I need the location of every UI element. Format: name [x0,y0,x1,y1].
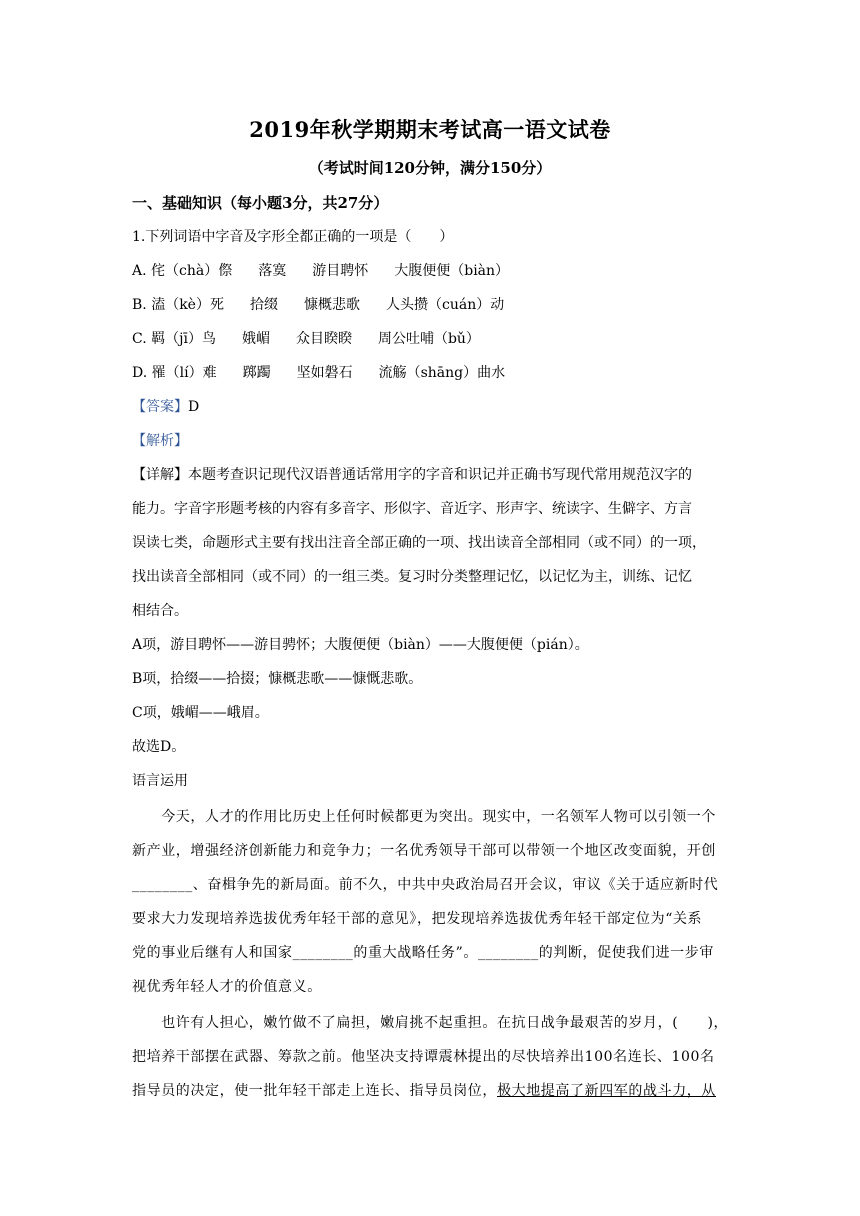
passage-line: 新产业，增强经济创新能力和竞争力；一名优秀领导干部可以带领一个地区改变面貌，开创 [132,843,716,859]
option-word: 踯躅 [242,365,271,381]
passage-line: ________、奋楫争先的新局面。前不久，中共中央政治局召开会议，审议《关于适应新时代 [132,877,719,893]
option-word: 罹（lí）难 [151,365,217,381]
option-label: B. [132,297,152,313]
question-stem: 1.下列词语中字音及字形全都正确的一项是（ ） [132,229,454,245]
detail-line: 相结合。 [132,603,188,619]
option-word: 侘（chà）傺 [151,263,233,279]
passage-line: 也许有人担心，嫩竹做不了扁担，嫩肩挑不起重担。在抗日战争最艰苦的岁月，( )， [132,1015,729,1031]
detail-line: 找出读音全部相同（或不同）的一组三类。复习时分类整理记忆，以记忆为主，训练、记忆 [132,569,692,585]
detail-line [132,464,692,484]
passage-line: 把培养干部摆在武器、筹款之前。他坚决支持谭震林提出的尽快培养出100名连长、100名 [132,1049,715,1065]
section-heading: 一、基础知识（每小题3分，共27分） [132,194,389,212]
answer-value: D [188,399,200,415]
option-word: 娥嵋 [241,331,270,347]
passage-line: 视优秀年轻人才的价值意义。 [132,979,322,995]
option-word: 周公吐哺（bǔ） [377,331,480,347]
section-language: 语言运用 [132,773,188,789]
option-word: 羁（jī）鸟 [151,331,216,347]
analysis-tag: 【解析】 [132,433,188,449]
note-line: A项，游目聘怀——游目骋怀；大腹便便（biàn）——大腹便便（pián）。 [132,637,589,653]
analysis-line [132,430,188,450]
passage-line [132,1080,732,1100]
option-a [132,260,535,280]
option-d [132,362,531,382]
detail-line: 能力。字音字形题考核的内容有多音字、形似字、音近字、形声字、统读字、生僻字、方言 [132,501,692,517]
option-word: 游目聘怀 [312,263,369,279]
option-word: 慷概悲歌 [303,297,360,313]
option-word: 大腹便便（biàn） [394,263,510,279]
option-word: 众目睽睽 [295,331,352,347]
detail-text: 本题考查识记现代汉语普通话常用字的字音和识记并正确书写现代常用规范汉字的 [188,467,692,483]
option-label: A. [132,263,152,279]
option-c [132,328,506,348]
note-line: C项，娥嵋——峨眉。 [132,705,269,721]
passage-text: 指导员的决定，使一批年轻干部走上连长、指导员岗位， [132,1083,497,1099]
underlined-text: 极大地提高了新四军的战斗力，从 [497,1083,716,1099]
option-label: D. [132,365,152,381]
passage-line: 党的事业后继有人和国家________的重大战略任务”。________的判断，促使我们进一步审 [132,945,714,961]
option-word: 人头攒（cuán）动 [385,297,505,313]
answer-line [132,396,199,416]
answer-tag: 【答案】 [132,399,188,415]
passage-line: 要求大力发现培养选拔优秀年轻干部的意见》，把发现培养选拔优秀年轻干部定位为“关系 [132,911,703,927]
option-b [132,294,530,314]
note-line: 故选D。 [132,739,186,755]
option-word: 落寞 [258,263,287,279]
detail-tag: 【详解】 [132,467,188,483]
passage-line: 今天，人才的作用比历史上任何时候都更为突出。现实中，一名领军人物可以引领一个 [132,809,716,825]
page-title: 2019年秋学期期末考试高一语文试卷 [249,117,611,142]
option-word: 坚如磐石 [296,365,353,381]
detail-line: 误读七类，命题形式主要有找出注音全部正确的一项、找出读音全部相同（或不同）的一项， [132,535,706,551]
option-word: 拾缀 [249,297,278,313]
note-line: B项，拾缀——拾掇；慷概悲歌——慷慨悲歌。 [132,671,423,687]
option-word: 流觞（shāng）曲水 [378,365,506,381]
page-subtitle: （考试时间120分钟，满分150分） [308,159,552,177]
option-word: 溘（kè）死 [151,297,224,313]
option-label: C. [132,331,152,347]
